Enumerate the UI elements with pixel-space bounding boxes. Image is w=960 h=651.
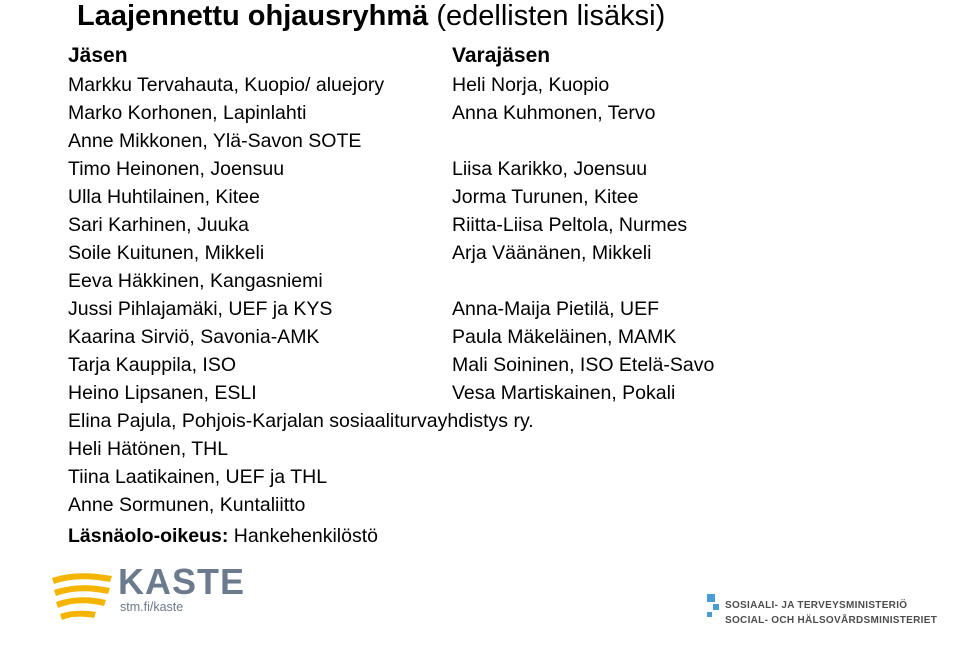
deputy-row: Jorma Turunen, Kitee [452,186,639,208]
member-row: Kaarina Sirviö, Savonia-AMK [68,326,320,348]
ministry-name-fi: SOSIAALI- JA TERVEYSMINISTERIÖ [725,600,908,611]
member-row: Tiina Laatikainen, UEF ja THL [68,466,328,488]
presence-value: Hankehenkilöstö [228,525,378,547]
member-row: Marko Korhonen, Lapinlahti [68,102,307,124]
ministry-square-icon [707,612,712,617]
deputy-row: Anna Kuhmonen, Tervo [452,102,656,124]
deputy-row: Arja Väänänen, Mikkeli [452,242,652,264]
kaste-url: stm.fi/kaste [120,600,184,614]
member-row: Ulla Huhtilainen, Kitee [68,186,260,208]
title-bold: Laajennettu ohjausryhmä [77,0,429,32]
ministry-name-sv: SOCIAL- OCH HÄLSOVÅRDSMINISTERIET [725,615,938,626]
deputy-row: Mali Soininen, ISO Etelä-Savo [452,354,715,376]
member-row: Jussi Pihlajamäki, UEF ja KYS [68,298,333,320]
deputy-row: Heli Norja, Kuopio [452,74,610,96]
deputy-row: Liisa Karikko, Joensuu [452,158,648,180]
member-row: Eeva Häkkinen, Kangasniemi [68,270,323,292]
member-row: Heino Lipsanen, ESLI [68,382,257,404]
deputies-column [452,41,714,407]
member-row: Soile Kuitunen, Mikkeli [68,242,265,264]
member-row: Tarja Kauppila, ISO [68,354,237,376]
member-row: Heli Hätönen, THL [68,438,229,460]
member-row: Anne Sormunen, Kuntaliitto [68,494,306,516]
page-title [77,0,665,34]
deputy-row: Paula Mäkeläinen, MAMK [452,326,677,348]
deputy-header: Varajäsen [452,44,551,67]
deputy-row [452,267,714,295]
deputy-row: Vesa Martiskainen, Pokali [452,382,676,404]
deputy-row [452,127,714,155]
deputy-row: Anna-Maija Pietilä, UEF [452,298,659,320]
member-row: Sari Karhinen, Juuka [68,214,250,236]
member-row: Elina Pajula, Pohjois-Karjalan sosiaaliturvayhdistys ry. [68,410,534,432]
presence-label: Läsnäolo-oikeus: [68,525,229,547]
title-rest: (edellisten lisäksi) [428,0,666,32]
member-row: Markku Tervahauta, Kuopio/ aluejory [68,74,385,96]
kaste-wordmark: KASTE [118,561,246,602]
ministry-square-icon [713,604,719,610]
member-header: Jäsen [68,44,128,67]
member-row: Anne Mikkonen, Ylä-Savon SOTE [68,130,362,152]
deputy-row: Riitta-Liisa Peltola, Nurmes [452,214,688,236]
presence-row [68,522,534,550]
ministry-square-icon [707,594,715,602]
member-row: Timo Heinonen, Joensuu [68,158,285,180]
